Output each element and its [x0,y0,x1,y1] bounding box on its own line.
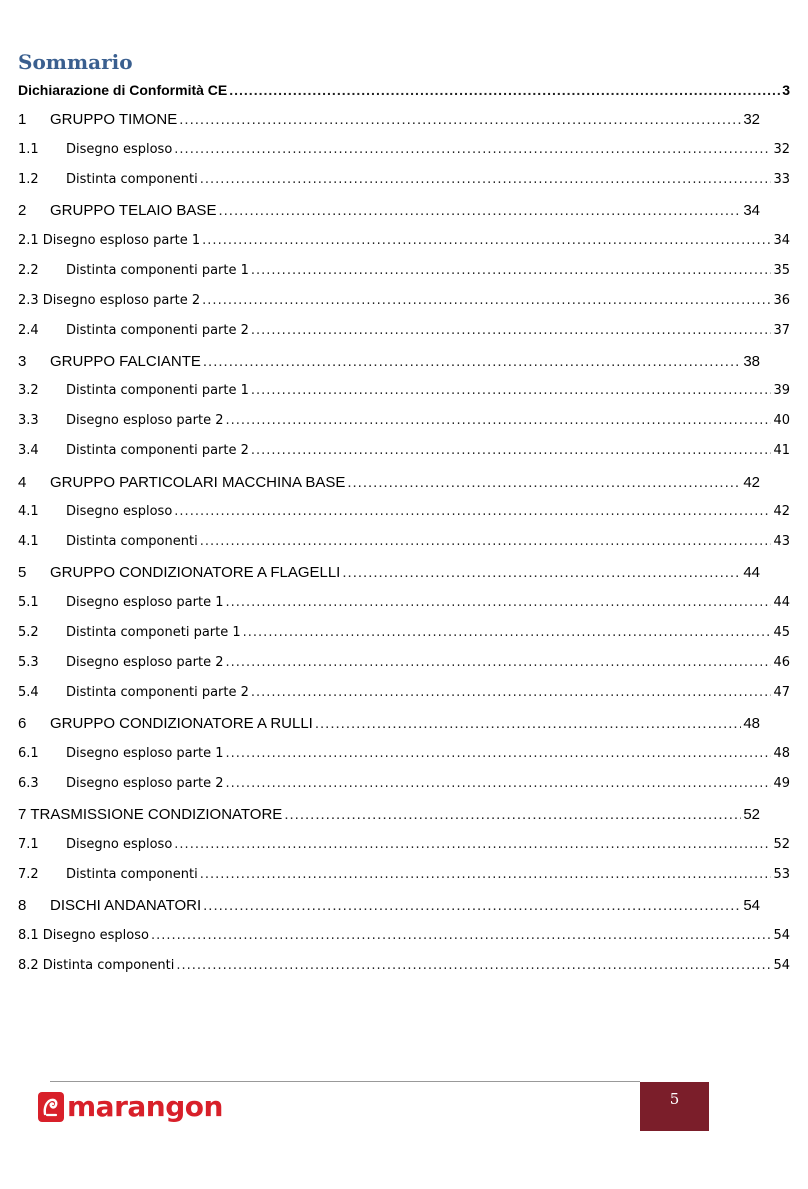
toc-entry-number: 4.1 [18,504,39,519]
toc-entry-page: 53 [773,867,790,882]
toc-entry[interactable] [18,897,760,914]
toc-entry-label: GRUPPO CONDIZIONATORE A RULLI [50,715,313,732]
toc-entry[interactable] [18,625,790,640]
toc-entry-page: 41 [773,443,790,458]
toc-entry-page: 47 [773,685,790,700]
toc-leader-dots [251,263,772,278]
toc-entry[interactable] [18,504,790,519]
toc-entry[interactable] [18,867,790,882]
toc-entry-number: 5 [18,564,27,581]
toc-entry-page: 45 [773,625,790,640]
toc-entry-page: 54 [773,928,790,943]
toc-leader-dots [243,625,772,640]
toc-entry-number: 3 [18,353,27,370]
toc-leader-dots [179,111,741,128]
toc-entry-number: 8 [18,897,27,914]
toc-entry-page: 44 [743,564,760,581]
toc-entry-label: DISCHI ANDANATORI [50,897,202,914]
toc-entry-page: 46 [773,655,790,670]
toc-entry-number: 2.2 [18,263,39,278]
toc-entry[interactable] [18,353,760,370]
footer-divider [50,1081,640,1082]
toc-leader-dots [251,443,772,458]
page-number-box [640,1082,709,1131]
toc-entry[interactable] [18,806,760,823]
toc-entry-label: Disegno esploso parte 1 [66,595,224,610]
toc-entry-page: 42 [743,474,760,491]
toc-entry-page: 42 [773,504,790,519]
toc-leader-dots [284,806,741,823]
toc-entry-number: 6 [18,715,27,732]
toc-entry[interactable] [18,263,790,278]
toc-leader-dots [225,595,771,610]
toc-entry[interactable] [18,142,790,157]
toc-entry-page: 52 [773,837,790,852]
toc-entry-page: 40 [773,413,790,428]
toc-entry-page: 49 [773,776,790,791]
toc-entry-page: 54 [743,897,760,914]
toc-entry-page: 33 [773,172,790,187]
toc-leader-dots [174,504,771,519]
toc-entry[interactable] [18,111,760,128]
toc-entry[interactable] [18,202,760,219]
toc-entry-number: 2.4 [18,323,39,338]
toc-entry-number: 2 [18,202,27,219]
toc-entry-number: 2.1 [18,233,39,248]
toc-entry-page: 52 [743,806,760,823]
toc-entry-label: Disegno esploso parte 2 [66,413,224,428]
toc-entry-number: 6.1 [18,746,39,761]
toc-entry-number: 7.2 [18,867,39,882]
toc-leader-dots [218,202,741,219]
toc-entry-number: 1.1 [18,142,39,157]
toc-entry-label: GRUPPO CONDIZIONATORE A FLAGELLI [50,564,341,581]
toc-entry-number: 5.3 [18,655,39,670]
toc-entry[interactable] [18,746,790,761]
toc-entry[interactable] [18,82,790,98]
toc-entry[interactable] [18,655,790,670]
toc-leader-dots [225,413,771,428]
brand-logo [38,1090,223,1123]
toc-leader-dots [202,233,771,248]
toc-entry-number: 5.4 [18,685,39,700]
toc-entry-label: GRUPPO TELAIO BASE [50,202,217,219]
toc-entry-label: GRUPPO TIMONE [50,111,178,128]
toc-leader-dots [251,323,772,338]
toc-leader-dots [347,474,741,491]
toc-entry-number: 3.3 [18,413,39,428]
toc-entry-label: Distinta componenti [42,958,175,973]
toc-entry-page: 39 [773,383,790,398]
toc-entry-page: 37 [773,323,790,338]
toc-entry-label: Disegno esploso parte 2 [66,776,224,791]
toc-leader-dots [200,172,772,187]
toc-leader-dots [225,746,771,761]
toc-entry-label: Distinta componenti [66,534,198,549]
toc-entry-page: 34 [743,202,760,219]
brand-mark-icon [38,1092,64,1122]
toc-entry-label: Disegno esploso [66,142,173,157]
toc-entry-number: 7 [18,806,27,823]
toc-entry-page: 32 [743,111,760,128]
page-number: 5 [669,1090,680,1108]
toc-entry-page: 35 [773,263,790,278]
toc-leader-dots [202,293,771,308]
toc-entry-number: 5.2 [18,625,39,640]
toc-leader-dots [251,685,772,700]
toc-entry-label: Disegno esploso [66,504,173,519]
toc-entry-label: TRASMISSIONE CONDIZIONATORE [30,806,283,823]
toc-leader-dots [200,534,772,549]
toc-entry[interactable] [18,595,790,610]
toc-entry[interactable] [18,474,760,491]
toc-entry-label: GRUPPO FALCIANTE [50,353,201,370]
toc-entry[interactable] [18,776,790,791]
toc-entry-number: 6.3 [18,776,39,791]
toc-leader-dots [225,776,771,791]
toc-entry-number: 8.1 [18,928,39,943]
toc-entry-page: 48 [743,715,760,732]
toc-entry[interactable] [18,233,790,248]
toc-entry[interactable] [18,837,790,852]
toc-leader-dots [203,353,741,370]
toc-leader-dots [203,897,741,914]
toc-entry-label: Disegno esploso parte 2 [66,655,224,670]
toc-entry-label: Distinta componenti [66,867,198,882]
toc-entry-number: 4 [18,474,27,491]
toc-entry-label: Disegno esploso parte 2 [42,293,201,308]
toc-entry-label: GRUPPO PARTICOLARI MACCHINA BASE [50,474,346,491]
toc-leader-dots [225,655,771,670]
toc-entry[interactable] [18,928,790,943]
toc-entry[interactable] [18,958,790,973]
toc-entry[interactable] [18,685,790,700]
toc-entry-label: Distinta componenti parte 1 [66,383,249,398]
toc-entry-label: Disegno esploso parte 1 [66,746,224,761]
toc-entry-label: Disegno esploso parte 1 [42,233,201,248]
toc-entry-page: 44 [773,595,790,610]
toc-leader-dots [315,715,741,732]
toc-entry-number: 5.1 [18,595,39,610]
toc-entry[interactable] [18,715,760,732]
toc-entry[interactable] [18,564,760,581]
toc-entry-page: 54 [773,958,790,973]
page-title: Sommario [18,50,133,74]
toc-entry-label: Distinta componenti parte 2 [66,685,249,700]
toc-leader-dots [174,837,771,852]
toc-entry-page: 38 [743,353,760,370]
toc-entry-page: 43 [773,534,790,549]
toc-entry-number: 7.1 [18,837,39,852]
toc-leader-dots [200,867,772,882]
toc-entry-page: 34 [773,233,790,248]
toc-entry-page: 48 [773,746,790,761]
toc-entry[interactable] [18,443,790,458]
toc-entry-page: 36 [773,293,790,308]
toc-entry-number: 4.1 [18,534,39,549]
toc-leader-dots [176,958,771,973]
toc-entry-number: 1.2 [18,172,39,187]
toc-entry-number: 3.4 [18,443,39,458]
toc-entry-number: 3.2 [18,383,39,398]
toc-entry-label: Distinta componenti parte 2 [66,443,249,458]
brand-name: marangon [67,1090,223,1123]
toc-leader-dots [251,383,772,398]
toc-entry-label: Distinta componenti parte 2 [66,323,249,338]
toc-entry-label: Disegno esploso [42,928,149,943]
toc-leader-dots [342,564,741,581]
toc-entry-label: Disegno esploso [66,837,173,852]
toc-entry-number: 8.2 [18,958,39,973]
toc-entry-page: 3 [782,82,790,98]
toc-entry-label: Distinta componenti [66,172,198,187]
toc-entry[interactable] [18,383,790,398]
toc-entry[interactable] [18,534,790,549]
toc-leader-dots [174,142,771,157]
toc-entry-number: 1 [18,111,27,128]
toc-entry[interactable] [18,172,790,187]
toc-entry[interactable] [18,293,790,308]
toc-entry-label: Distinta componeti parte 1 [66,625,241,640]
toc-entry-label: Dichiarazione di Conformità CE [18,82,228,98]
toc-entry-label: Distinta componenti parte 1 [66,263,249,278]
toc-leader-dots [229,82,780,98]
toc-entry[interactable] [18,413,790,428]
toc-entry-page: 32 [773,142,790,157]
toc-entry[interactable] [18,323,790,338]
toc-leader-dots [151,928,771,943]
toc-entry-number: 2.3 [18,293,39,308]
